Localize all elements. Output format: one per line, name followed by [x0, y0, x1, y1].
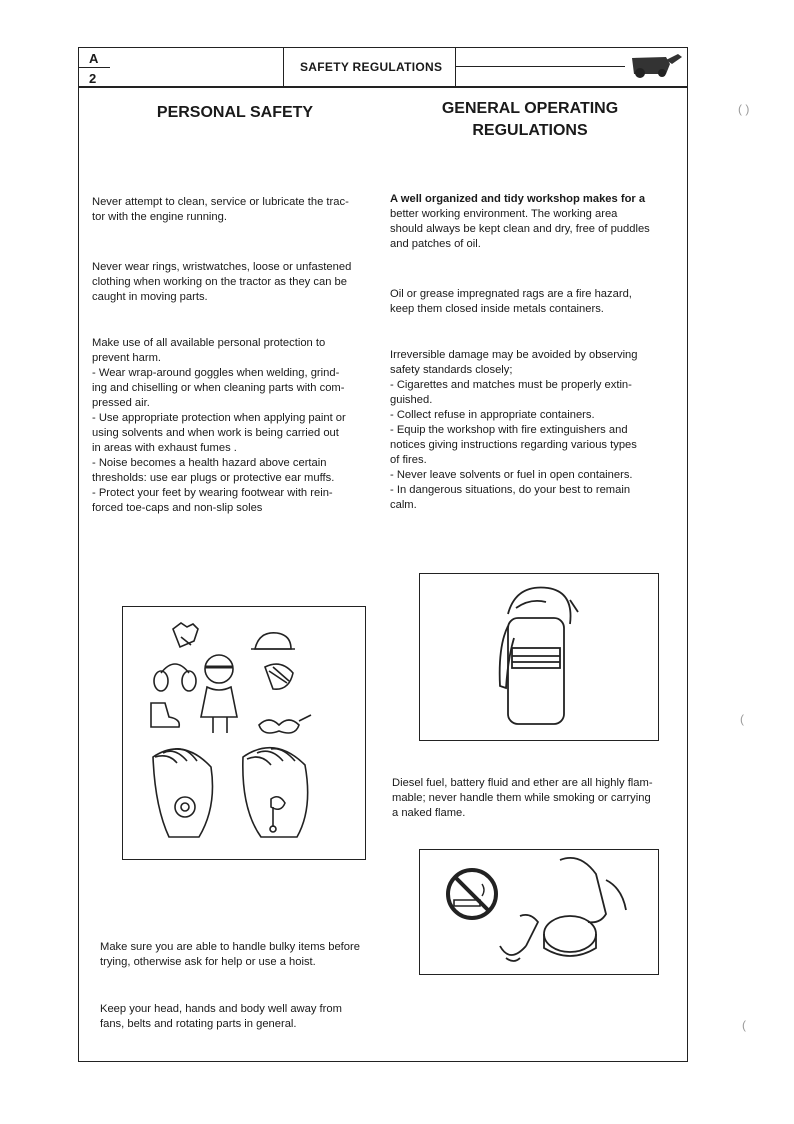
right-para-rags	[390, 287, 680, 317]
margin-mark: (	[742, 1018, 746, 1032]
text-line: fans, belts and rotating parts in general.	[100, 1018, 297, 1030]
text-line: pressed air.	[92, 397, 150, 409]
margin-mark: ( )	[738, 102, 750, 116]
text-line: calm.	[390, 499, 417, 511]
text-line: Oil or grease impregnated rags are a fire hazard,	[390, 288, 632, 300]
margin-mark: (	[740, 712, 744, 726]
text-line: Never attempt to clean, service or lubricate the trac-	[92, 196, 349, 208]
bullet-line: - Equip the workshop with fire extinguishers and	[390, 424, 628, 436]
fire-extinguisher-illustration	[419, 573, 659, 741]
personal-safety-heading: PERSONAL SAFETY	[156, 104, 314, 121]
text-line: forced toe-caps and non-slip soles	[92, 502, 263, 514]
bullet-line: - Protect your feet by wearing footwear with rein-	[92, 487, 333, 499]
text-line: better working environment. The working area	[390, 208, 618, 220]
text-line: using solvents and when work is being carried out	[92, 427, 339, 439]
text-line: A well organized and tidy workshop makes for a	[390, 193, 646, 205]
text-line: Keep your head, hands and body well away from	[100, 1003, 342, 1015]
header-title-left-line	[283, 47, 284, 87]
protective-gear-drawing	[123, 607, 364, 858]
left-para-rotating-parts	[100, 1002, 390, 1032]
text-line: safety standards closely;	[390, 364, 513, 376]
general-operating-heading	[400, 98, 660, 142]
protective-equipment-illustration	[122, 606, 366, 860]
header-rule	[455, 66, 625, 67]
no-smoking-fuel-illustration	[419, 849, 659, 975]
left-para-protection	[92, 336, 382, 516]
header-bottom-line	[78, 86, 688, 88]
bullet-line: - Cigarettes and matches must be properly extin-	[390, 379, 632, 391]
text-line: Make use of all available personal protection to	[92, 337, 326, 349]
text-line: keep them closed inside metals containers.	[390, 303, 604, 315]
text-line: ing and chiselling or when cleaning parts with com-	[92, 382, 345, 394]
text-line: Irreversible damage may be avoided by observing	[390, 349, 638, 361]
text-line: in areas with exhaust fumes .	[92, 442, 237, 454]
fire-extinguisher-drawing	[420, 574, 657, 739]
bullet-line: - Use appropriate protection when applying paint or	[92, 412, 346, 424]
text-line: notices giving instructions regarding various types	[390, 439, 637, 451]
text-line: caught in moving parts.	[92, 291, 208, 303]
text-line: of fires.	[390, 454, 427, 466]
page-title: SAFETY REGULATIONS	[300, 60, 443, 74]
tractor-logo-icon	[626, 52, 684, 80]
left-para-clothing	[92, 260, 382, 305]
section-code-number: 2	[89, 71, 97, 86]
heading-line: REGULATIONS	[472, 122, 588, 139]
text-line: Diesel fuel, battery fluid and ether are all highly flam-	[392, 777, 653, 789]
text-line: and patches of oil.	[390, 238, 481, 250]
text-line: prevent harm.	[92, 352, 162, 364]
text-line: mable; never handle them while smoking or carrying	[392, 792, 651, 804]
text-line: thresholds: use ear plugs or protective ear muffs.	[92, 472, 335, 484]
left-para-bulky-items	[100, 940, 390, 970]
right-para-flammable	[392, 776, 682, 821]
right-para-damage	[390, 348, 680, 513]
bullet-line: - Noise becomes a health hazard above certain	[92, 457, 327, 469]
section-code-letter: A	[89, 51, 99, 66]
text-line: tor with the engine running.	[92, 211, 227, 223]
no-smoking-drawing	[420, 850, 657, 973]
text-line: should always be kept clean and dry, free of puddles	[390, 223, 650, 235]
text-line: Make sure you are able to handle bulky items before	[100, 941, 360, 953]
bullet-line: - In dangerous situations, do your best to remain	[390, 484, 631, 496]
text-line: trying, otherwise ask for help or use a hoist.	[100, 956, 316, 968]
bullet-line: - Wear wrap-around goggles when welding, grind-	[92, 367, 340, 379]
heading-line: GENERAL OPERATING	[441, 100, 619, 117]
left-para-engine	[92, 195, 382, 225]
header-title-right-line	[455, 47, 456, 87]
bullet-line: - Never leave solvents or fuel in open containers.	[390, 469, 633, 481]
text-line: clothing when working on the tractor as they can be	[92, 276, 347, 288]
bullet-line: - Collect refuse in appropriate containers.	[390, 409, 595, 421]
text-line: a naked flame.	[392, 807, 466, 819]
text-line: guished.	[390, 394, 433, 406]
header-code-divider	[78, 67, 110, 68]
text-line: Never wear rings, wristwatches, loose or unfastened	[92, 261, 352, 273]
right-para-workshop	[390, 192, 680, 252]
